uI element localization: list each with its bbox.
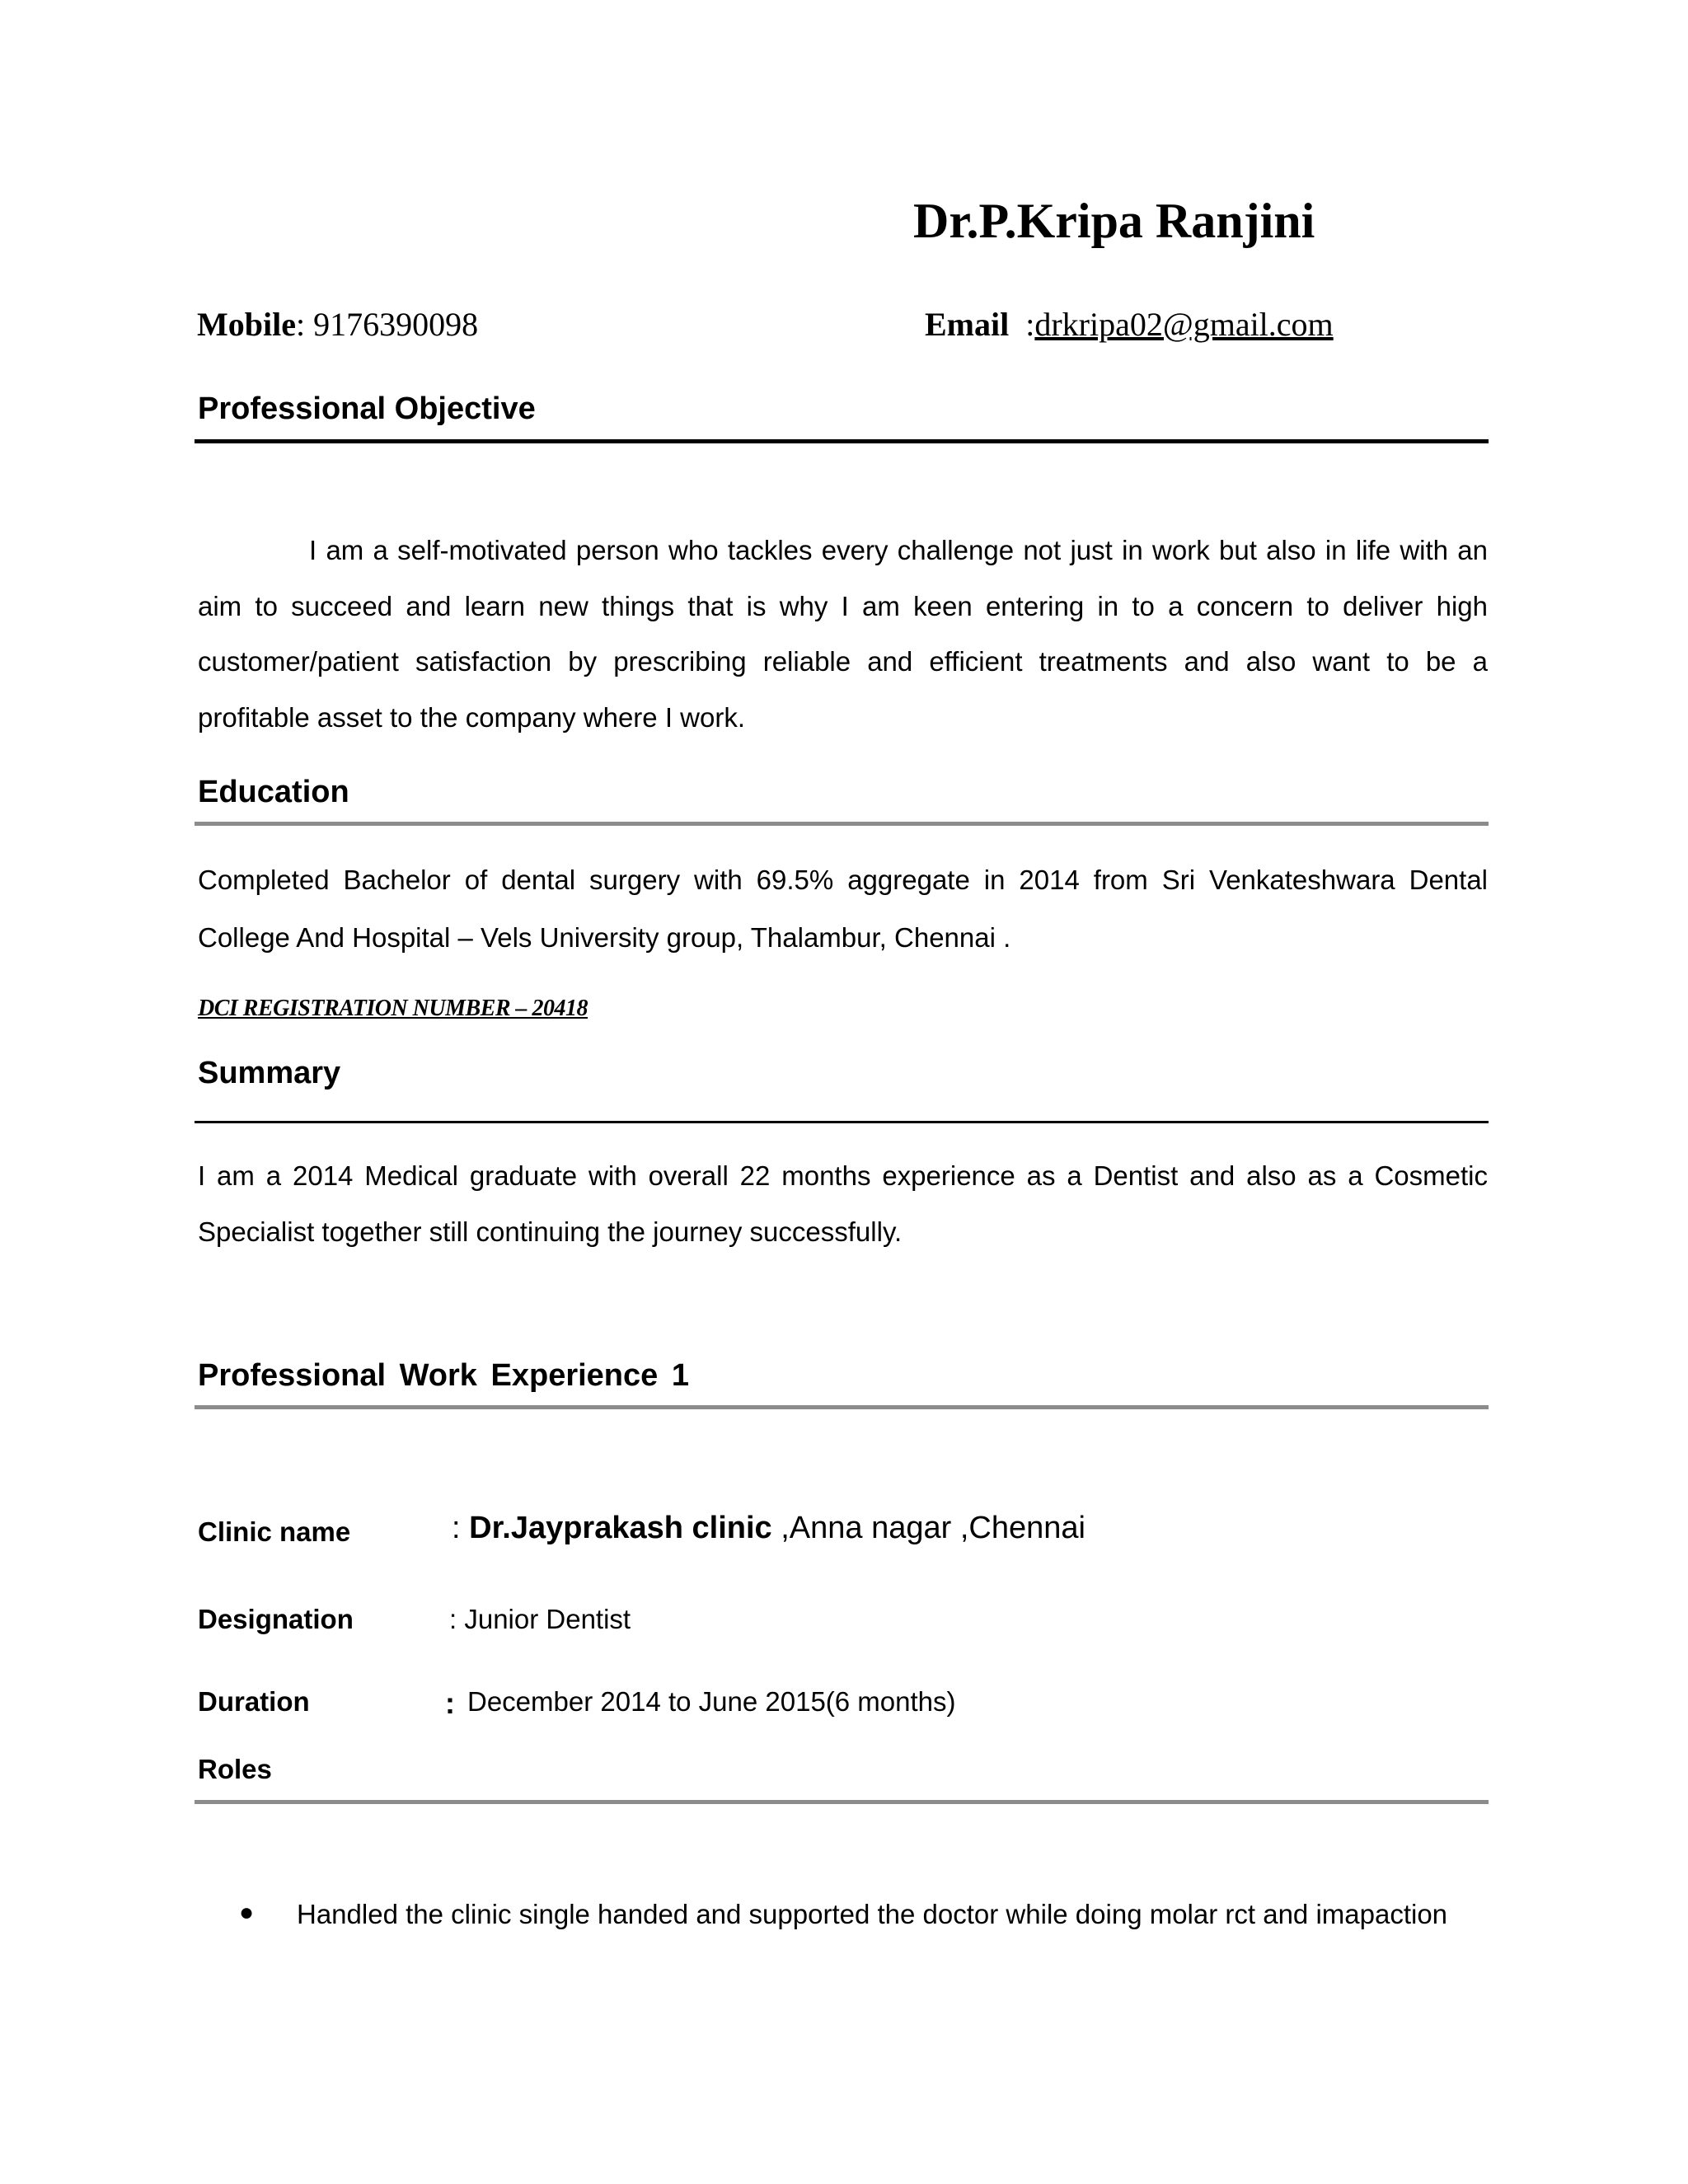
list-item [198, 1899, 1447, 1930]
clinic-name: Dr.Jayprakash clinic [469, 1511, 772, 1545]
roles-list [198, 1899, 1447, 1930]
objective-text: I am a self-motivated person who tackles every challenge not just in work but also in life with an aim to succeed and learn new things that is why I am keen entering in to a concern to deliver high customer/patient satisfaction by prescribing reliable and efficient treatments and also want to be a profitable asset to the company where I work. [198, 535, 1488, 733]
objective-paragraph [198, 523, 1488, 745]
dci-registration: DCI REGISTRATION NUMBER – 20418 [198, 996, 588, 1021]
clinic-name-label: Clinic name [198, 1516, 351, 1547]
mobile-line [197, 305, 478, 344]
email-line [925, 305, 1334, 344]
summary-divider [195, 1121, 1489, 1123]
objective-divider [195, 439, 1489, 443]
candidate-name: Dr.P.Kripa Ranjini [913, 194, 1315, 248]
education-heading: Education [198, 775, 349, 809]
education-paragraph: Completed Bachelor of dental surgery with 69.5% aggregate in 2014 from Sri Venkateshwara Dental College And Hospital – Vels University group, Thalambur, Chennai . [198, 865, 1488, 953]
clinic-name-value [452, 1511, 1085, 1546]
summary-heading: Summary [198, 1056, 341, 1090]
email-colon: : [1025, 306, 1035, 343]
duration-colon: : [445, 1686, 455, 1720]
summary-paragraph: I am a 2014 Medical graduate with overall 22 months experience as a Dentist and also as a Cosmetic Specialist together still continuing the journey successfully. [198, 1160, 1488, 1247]
clinic-location: ,Anna nagar ,Chennai [771, 1511, 1085, 1545]
designation-value: : Junior Dentist [449, 1604, 631, 1634]
duration-label: Duration [198, 1686, 310, 1717]
email-link[interactable]: drkripa02@gmail.com [1034, 306, 1334, 343]
roles-label: Roles [198, 1754, 272, 1784]
email-label: Email [925, 306, 1010, 343]
designation-label: Designation [198, 1604, 354, 1634]
objective-heading: Professional Objective [198, 391, 536, 426]
clinic-colon: : [452, 1511, 470, 1545]
bullet-icon: ● [239, 1899, 255, 1926]
experience-heading: Professional Work Experience 1 [198, 1358, 689, 1393]
roles-divider [195, 1800, 1489, 1804]
role-text: Handled the clinic single handed and supported the doctor while doing molar rct and imapaction [297, 1899, 1448, 1929]
experience-divider [195, 1405, 1489, 1409]
duration-value: December 2014 to June 2015(6 months) [467, 1686, 956, 1717]
mobile-value: : 9176390098 [295, 306, 479, 343]
education-divider [195, 822, 1489, 826]
mobile-label: Mobile [197, 306, 296, 343]
